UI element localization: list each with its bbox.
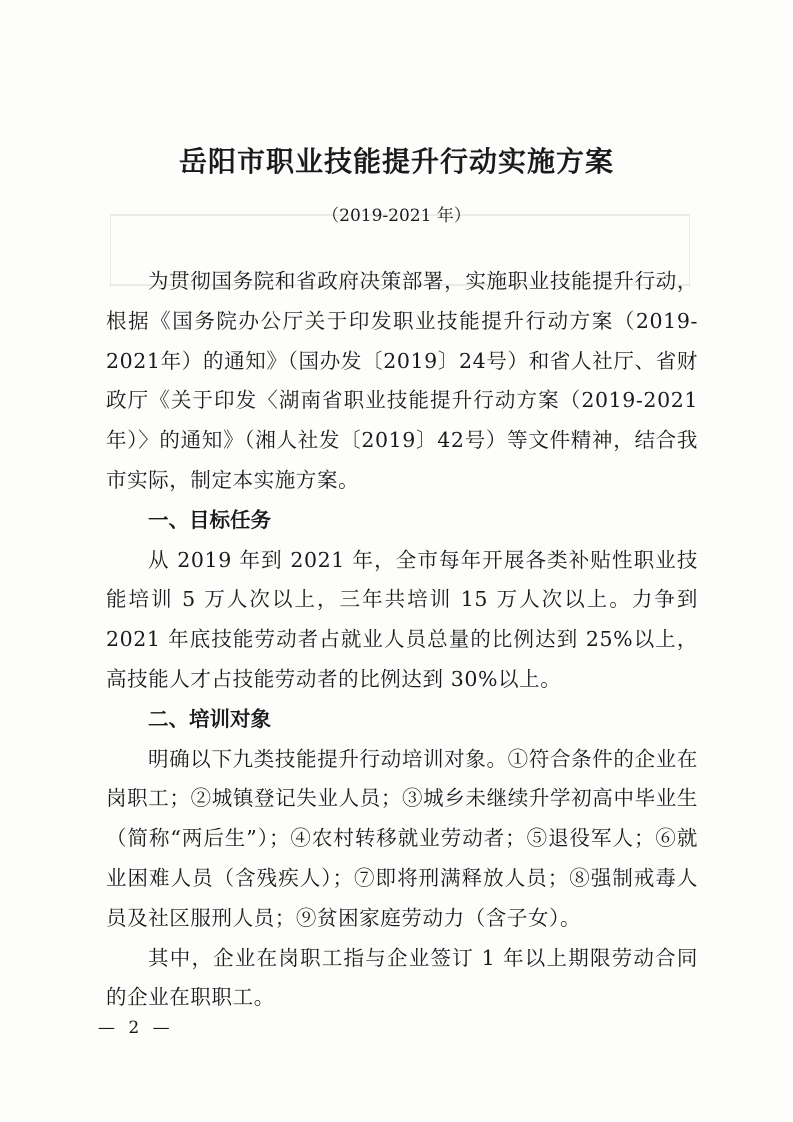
intro-paragraph: 为贯彻国务院和省政府决策部署，实施职业技能提升行动，根据《国务院办公厅关于印发职业技能提升行动方案（2019-2021年）的通知》（国办发〔2019〕24号）和省人社厅、省财政厅《关于印发〈湖南省职业技能提升行动方案（2019-2021年）〉的通知》（湘人社发〔2019〕42号）等文件精神，结合我市实际，制定本实施方案。 [106, 269, 698, 492]
section-heading-targets: 二、培训对象 [148, 706, 271, 731]
section-heading-goals: 一、目标任务 [148, 507, 271, 532]
targets-paragraph: 明确以下九类技能提升行动培训对象。①符合条件的企业在岗职工；②城镇登记失业人员；③城乡未继续升学初高中毕业生（简称“两后生”）；④农村转移就业劳动者；⑤退役军人；⑥就业困难人员（含残疾人）；⑦即将刑满释放人员；⑧强制戒毒人员及社区服刑人员；⑨贫困家庭劳动力（含子女）。 [106, 746, 698, 930]
document-subtitle: （2019-2021 年） [322, 206, 471, 226]
goals-paragraph: 从 2019 年到 2021 年，全市每年开展各类补贴性职业技能培训 5 万人次以上，三年共培训 15 万人次以上。力争到 2021 年底技能劳动者占就业人员总量的比例达到 25%以上，高技能人才占技能劳动者的比例达到 30%以上。 [106, 547, 698, 691]
document-title: 岳阳市职业技能提升行动实施方案 [178, 145, 614, 178]
document-body [106, 262, 698, 1018]
page-number: — 2 — [98, 1018, 174, 1038]
targets-note-paragraph: 其中，企业在岗职工指与企业签订 1 年以上期限劳动合同的企业在职职工。 [106, 945, 698, 1010]
